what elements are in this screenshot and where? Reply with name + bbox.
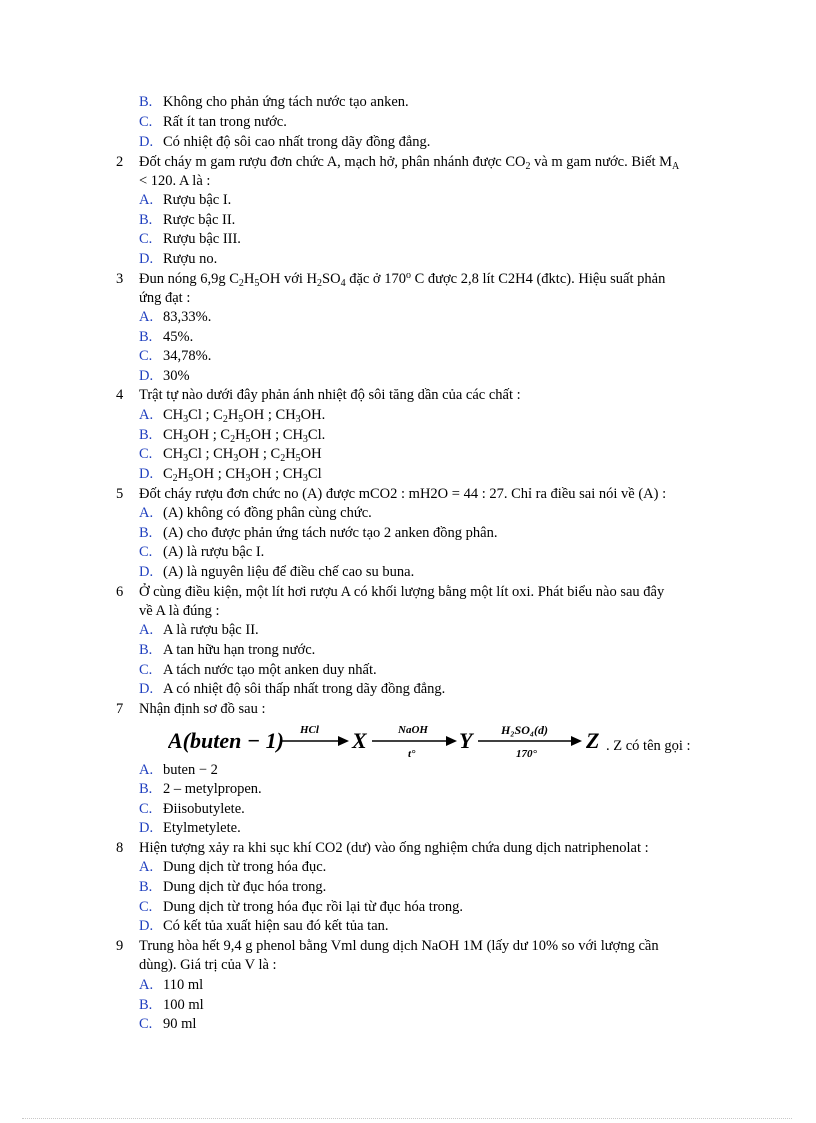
- q4-option-c: C. $CH_3Cl$ ; $CH_3OH$ ; $C_2H_5OH$: [139, 446, 322, 464]
- q2-option-d: D. Rượu no.: [139, 251, 218, 267]
- q6-option-b: B. A tan hữu hạn trong nước.: [139, 642, 316, 658]
- page-bottom-divider: [22, 1118, 792, 1119]
- q9-number: 9: [116, 938, 124, 954]
- arrow-3-condition: 170°: [516, 748, 537, 760]
- q9-text-line2: dùng). Giá trị của V là :: [139, 957, 277, 973]
- q5-option-d: D. (A) là nguyên liệu để điều chế cao su buna.: [139, 564, 415, 580]
- arrow-2-head: [446, 736, 457, 746]
- q6-option-d: D. A có nhiệt độ sôi thấp nhất trong dãy đồng đẳng.: [139, 681, 446, 697]
- q4-option-b: B. $CH_3OH$ ; $C_2H_5OH$ ; $CH_3Cl$.: [139, 427, 326, 445]
- q9-text-line1: Trung hòa hết 9,4 g phenol bằng Vml dung dịch NaOH 1M (lấy dư 10% so với lượng cần: [139, 938, 659, 954]
- q8-option-b: B. Dung dịch từ đục hóa trong.: [139, 879, 327, 895]
- q7-option-b: B. 2 – metylpropen.: [139, 781, 262, 797]
- q4-option-d: D. $C_2H_5OH$ ; $CH_3OH$ ; $CH_3Cl$: [139, 466, 322, 484]
- arrow-1-reagent: HCl: [300, 724, 319, 736]
- arrow-2-reagent: NaOH: [398, 724, 428, 736]
- scheme-x: X: [352, 728, 367, 753]
- arrow-2-condition: t°: [408, 748, 416, 760]
- q3-number: 3: [116, 271, 124, 287]
- q6-text-line1: Ở cùng điều kiện, một lít hơi rượu A có khối lượng bằng một lít oxi. Phát biểu nào sau đây: [139, 584, 665, 600]
- q2-text-line2: < 120. A là :: [139, 173, 211, 189]
- q9-option-b: B. 100 ml: [139, 997, 204, 1013]
- q3-option-c: C. 34,78%.: [139, 348, 212, 364]
- q6-option-a: A. A là rượu bậc II.: [139, 622, 259, 638]
- q8-text-line1: Hiện tượng xảy ra khi sục khí CO2 (dư) vào ống nghiệm chứa dung dịch natriphenolat :: [139, 840, 649, 856]
- q7-option-d: D. Etylmetylete.: [139, 820, 241, 836]
- q9-option-c: C. 90 ml: [139, 1016, 197, 1032]
- q2-option-b: B. Rược bậc II.: [139, 212, 236, 228]
- q4-text-line1: Trật tự nào dưới đây phản ánh nhiệt độ sôi tăng dần của các chất :: [139, 387, 521, 403]
- q2-text-line1: Đốt cháy m gam rượu đơn chức A, mạch hở, phân nhánh được $CO_2$ và m gam nước. Biết $M_A$: [139, 154, 680, 172]
- q3-text-line1: Đun nóng 6,9g $C_2H_5OH$ với $H_2SO_4$ đặc ở 170$^o$ C được 2,8 lít C2H4 (đktc). Hiệu suất phản: [139, 270, 666, 289]
- q4-number: 4: [116, 387, 124, 403]
- q8-option-c: C. Dung dịch từ trong hóa đục rồi lại từ đục hóa trong.: [139, 899, 464, 915]
- q7-tail-text: . Z có tên gọi :: [606, 738, 691, 754]
- q4-option-a: A. $CH_3Cl$ ; $C_2H_5OH$ ; $CH_3OH$.: [139, 407, 326, 425]
- q8-option-d: D. Có kết tủa xuất hiện sau đó kết tủa tan.: [139, 918, 389, 934]
- q8-number: 8: [116, 840, 124, 856]
- q7-number: 7: [116, 701, 124, 717]
- q6-option-c: C. A tách nước tạo một anken duy nhất.: [139, 662, 377, 678]
- q3-option-d: D. 30%: [139, 368, 190, 384]
- q7-option-a: A. buten − 2: [139, 762, 218, 778]
- q3-option-b: B. 45%.: [139, 329, 194, 345]
- q2-number: 2: [116, 154, 124, 170]
- arrow-3-head: [571, 736, 582, 746]
- arrow-1-head: [338, 736, 349, 746]
- scheme-y: Y: [459, 728, 473, 753]
- scheme-start: A(buten − 1): [168, 728, 285, 753]
- arrow-3-reagent: H₂SO₄(d): [501, 723, 549, 737]
- q3-text-line2: ứng đạt :: [139, 290, 191, 306]
- q5-option-c: C. (A) là rượu bậc I.: [139, 544, 265, 560]
- q2-option-a: A. Rượu bậc I.: [139, 192, 232, 208]
- q9-option-a: A. 110 ml: [139, 977, 204, 993]
- q1-option-b: B. Không cho phản ứng tách nước tạo anken.: [139, 94, 409, 110]
- q6-text-line2: về A là đúng :: [139, 603, 220, 619]
- q3-option-a: A. 83,33%.: [139, 309, 212, 325]
- reaction-scheme: [168, 722, 608, 762]
- q2-option-c: C. Rượu bậc III.: [139, 231, 241, 247]
- q6-number: 6: [116, 584, 124, 600]
- q5-option-b: B. (A) cho được phản ứng tách nước tạo 2 anken đồng phân.: [139, 525, 498, 541]
- q5-option-a: A. (A) không có đồng phân cùng chức.: [139, 505, 372, 521]
- q1-option-c: C. Rất ít tan trong nước.: [139, 114, 287, 130]
- q5-number: 5: [116, 486, 124, 502]
- q7-text-line1: Nhận định sơ đồ sau :: [139, 701, 266, 717]
- q5-text-line1: Đốt cháy rượu đơn chức no (A) được mCO2 : mH2O = 44 : 27. Chỉ ra điều sai nói về (A) :: [139, 486, 667, 502]
- q8-option-a: A. Dung dịch từ trong hóa đục.: [139, 859, 327, 875]
- q1-option-d: D. Có nhiệt độ sôi cao nhất trong dãy đồng đẳng.: [139, 134, 431, 150]
- scheme-z: Z: [586, 728, 600, 753]
- q7-option-c: C. Điisobutylete.: [139, 801, 245, 817]
